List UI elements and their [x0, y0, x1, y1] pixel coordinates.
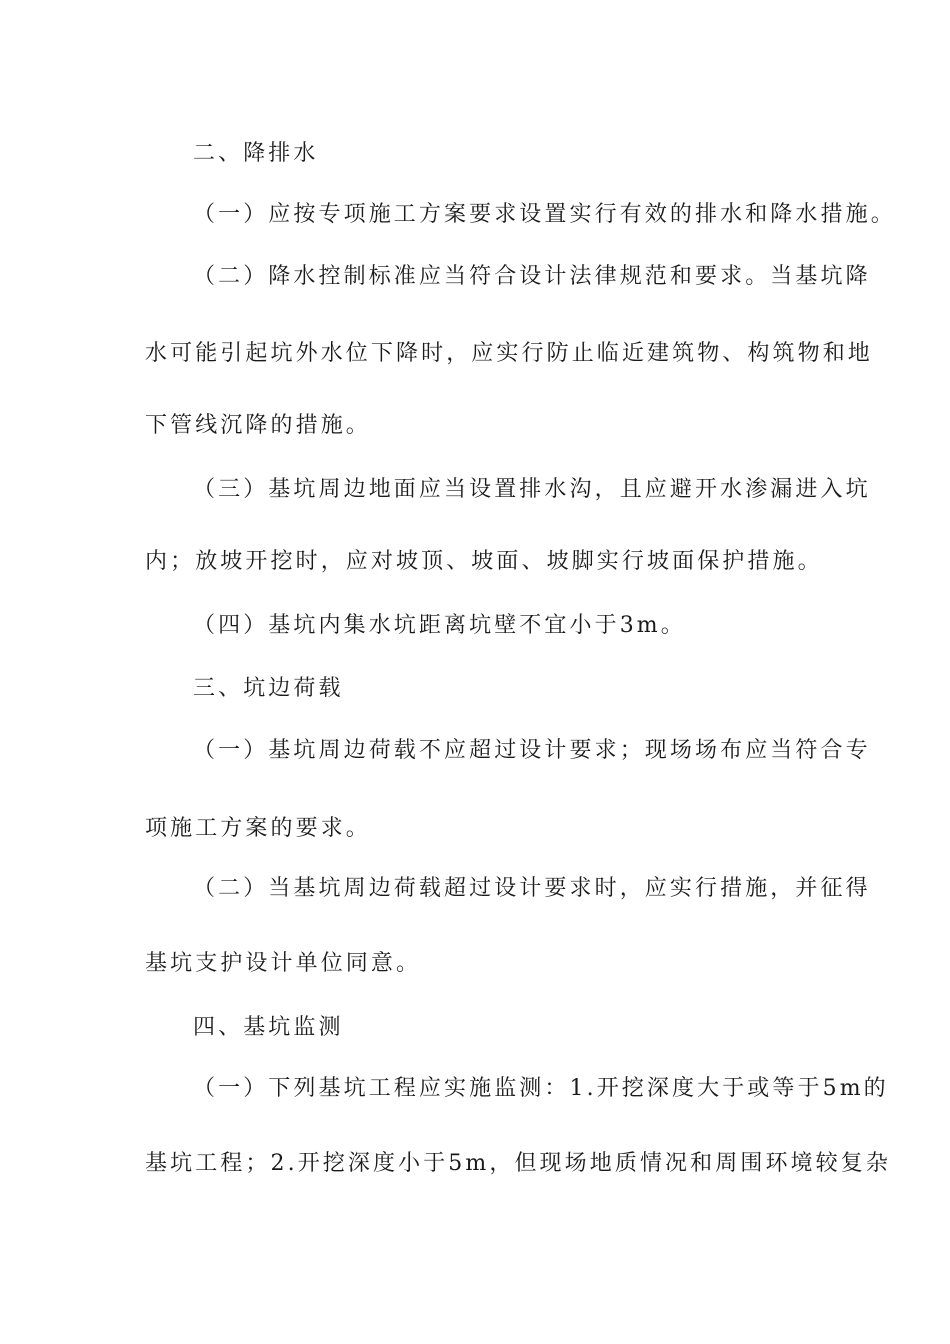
paragraph-line: （二）降水控制标准应当符合设计法律规范和要求。当基坑降	[193, 264, 871, 289]
paragraph-line: 基坑工程；2.开挖深度小于5m，但现场地质情况和周围环境较复杂	[145, 1151, 891, 1176]
paragraph-line: 项施工方案的要求。	[145, 816, 371, 841]
heading-pit-monitoring: 四、基坑监测	[193, 1015, 344, 1040]
paragraph-line: （一）基坑周边荷载不应超过设计要求；现场场布应当符合专	[193, 738, 871, 763]
paragraph-line: （一）下列基坑工程应实施监测：1.开挖深度大于或等于5m的	[193, 1076, 889, 1101]
paragraph-line: 内；放坡开挖时，应对坡顶、坡面、坡脚实行坡面保护措施。	[145, 549, 823, 574]
paragraph-line: （三）基坑周边地面应当设置排水沟，且应避开水渗漏进入坑	[193, 477, 871, 502]
paragraph-line: 基坑支护设计单位同意。	[145, 951, 422, 976]
heading-pit-edge-load: 三、坑边荷载	[193, 676, 344, 701]
paragraph-line: （二）当基坑周边荷载超过设计要求时，应实行措施，并征得	[193, 876, 871, 901]
heading-drainage: 二、降排水	[193, 141, 319, 166]
paragraph-line: 下管线沉降的措施。	[145, 413, 371, 438]
paragraph-line: 水可能引起坑外水位下降时，应实行防止临近建筑物、构筑物和地	[145, 341, 873, 366]
paragraph-line: （一）应按专项施工方案要求设置实行有效的排水和降水措施。	[193, 202, 896, 227]
paragraph-line: （四）基坑内集水坑距离坑壁不宜小于3m。	[193, 613, 686, 638]
